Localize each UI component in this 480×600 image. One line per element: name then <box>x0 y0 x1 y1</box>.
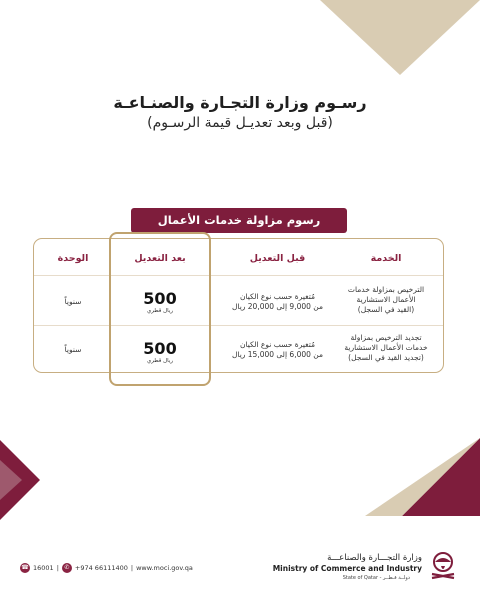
contact-footer: ☎ 16001 | ✆ +974 66111400 | www.moci.gov.qa <box>21 564 193 572</box>
ministry-name-arabic: وزارة التجـــارة والصناعـــة <box>327 553 422 563</box>
phone-icon: ☎ <box>21 564 29 571</box>
table-row-1-service: الترخيص بمزاولة خدمات الأعمال الاستشارية (القيد في السجل) <box>347 285 425 314</box>
header-unit: الوحدة <box>57 253 89 264</box>
whatsapp-icon: ✆ <box>62 563 72 573</box>
table-row-2-after: 500 ريال قطري <box>143 339 177 364</box>
ministry-name-english: Ministry of Commerce and Industry <box>272 564 422 573</box>
state-label: State of Qatar - دولــة قـطــر <box>342 575 410 581</box>
table-row-1-before: مُتغيرة حسب نوع الكيان من 9,000 إلى 20,000 ريال <box>231 292 324 311</box>
decorative-triangle-top <box>320 0 480 75</box>
table-row-2-service: تجديد الترخيص بمزاولة خدمات الأعمال الاستشارية (تجديد القيد في السجل) <box>344 333 428 362</box>
header-after: بعد التعديل <box>134 253 186 264</box>
row-divider <box>34 325 443 326</box>
table-row-1-unit: سنوياً <box>64 297 82 306</box>
table-row-2-unit: سنوياً <box>64 345 82 354</box>
row-divider <box>34 275 443 276</box>
header-service: الخدمة <box>370 253 402 264</box>
highlight-after-column <box>109 232 211 386</box>
website-link[interactable]: www.moci.gov.qa <box>136 564 193 572</box>
phone-number: +974 66111400 <box>74 564 128 572</box>
hotline-number: 16001 <box>33 564 54 572</box>
table-row-2-before: مُتغيرة حسب نوع الكيان من 6,000 إلى 15,000 ريال <box>231 340 324 359</box>
qatar-emblem-icon <box>426 548 460 582</box>
ministry-logo <box>272 548 460 588</box>
decorative-triangles-right <box>365 438 480 516</box>
page-subtitle: (قبل وبعد تعديـل قيمة الرسـوم) <box>147 115 333 131</box>
header-before: قبل التعديل <box>249 253 306 264</box>
table-row-1-after: 500 ريال قطري <box>143 289 177 314</box>
section-title-banner: رسوم مزاولة خدمات الأعمال <box>131 208 347 233</box>
decorative-triangle-left <box>0 440 40 520</box>
page-title: رسـوم وزارة التجـارة والصنـاعـة <box>113 93 367 112</box>
